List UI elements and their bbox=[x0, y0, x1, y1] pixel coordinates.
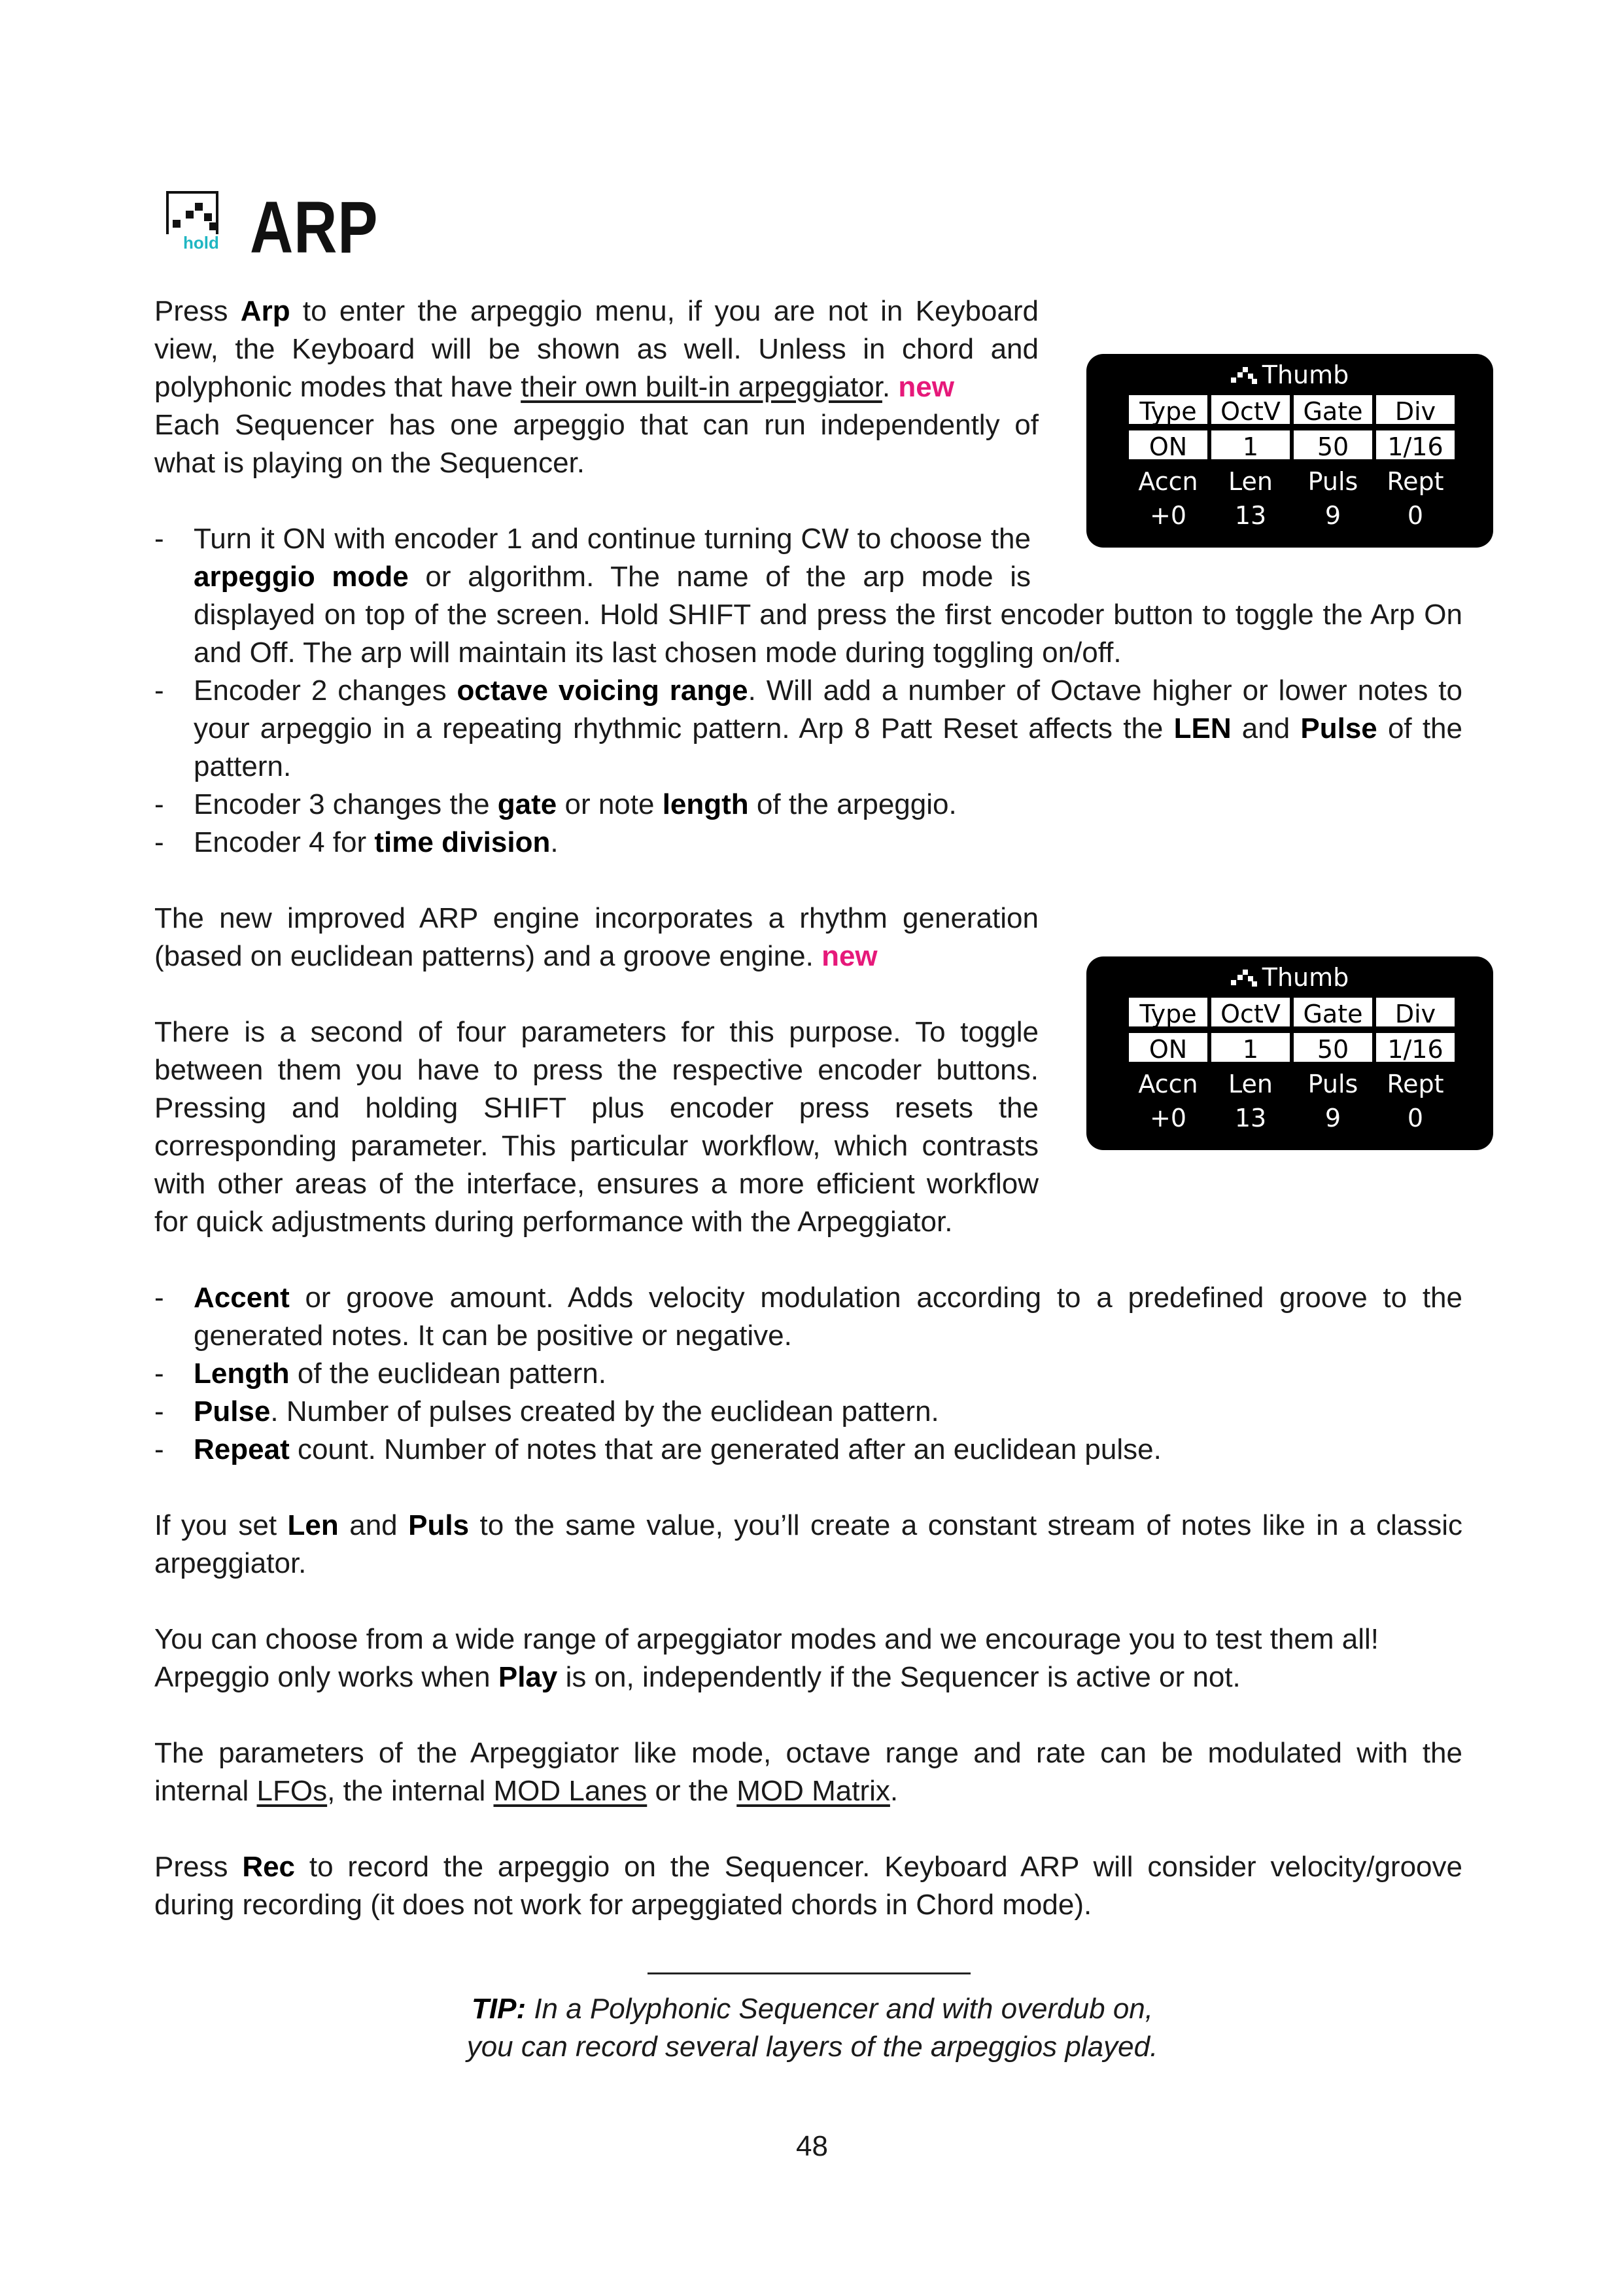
value-type: ON bbox=[1127, 1031, 1209, 1064]
arp-mode-icon bbox=[1231, 968, 1257, 985]
page-title: ARP bbox=[250, 186, 379, 268]
second-params-paragraph: There is a second of four parameters for this purpose. To toggle between them you have to press the respective encoder buttons. Pressing and holding SHIFT plus encoder press resets the corresponding parameter. This particular workflow, which contrasts with other areas of the interface, ensures a more efficient workflow for quick adjustments during performance with the Arpeggiator. bbox=[154, 1016, 1039, 1238]
label-len: Len bbox=[1228, 1070, 1273, 1098]
value-accn: +0 bbox=[1149, 501, 1187, 530]
label-puls: Puls bbox=[1307, 1070, 1358, 1098]
header-type: Type bbox=[1127, 996, 1209, 1028]
new-badge: new bbox=[821, 940, 878, 972]
tip-label: TIP: bbox=[472, 1993, 527, 2025]
value-gate: 50 bbox=[1292, 1031, 1374, 1064]
modulate-paragraph: The parameters of the Arpeggiator like mode, octave range and rate can be modulated with the internal LFOs, the internal MOD Lanes or the MOD Matrix. bbox=[154, 1737, 1462, 1807]
header-octv: OctV bbox=[1209, 996, 1292, 1028]
header-div: Div bbox=[1374, 393, 1457, 426]
value-type: ON bbox=[1127, 429, 1209, 461]
new-badge: new bbox=[898, 371, 954, 403]
label-rept: Rept bbox=[1387, 1070, 1444, 1098]
lfos-link[interactable]: LFOs bbox=[256, 1775, 328, 1807]
mod-lanes-link[interactable]: MOD Lanes bbox=[493, 1775, 648, 1807]
label-puls: Puls bbox=[1307, 467, 1358, 496]
page-number: 48 bbox=[796, 2130, 828, 2162]
builtin-arpeggiator-link[interactable]: their own built-in arpeggiator bbox=[521, 371, 882, 403]
value-puls: 9 bbox=[1324, 1104, 1341, 1132]
arp-mode-icon bbox=[1231, 366, 1257, 383]
value-len: 13 bbox=[1234, 501, 1267, 530]
engine-paragraph: The new improved ARP engine incorporates a rhythm generation (based on euclidean patterns) and a groove engine. new bbox=[154, 902, 1039, 972]
divider bbox=[648, 1972, 971, 1974]
value-len: 13 bbox=[1234, 1104, 1267, 1132]
header-type: Type bbox=[1127, 393, 1209, 426]
header-gate: Gate bbox=[1292, 996, 1374, 1028]
value-rept: 0 bbox=[1407, 1104, 1424, 1132]
value-octv: 1 bbox=[1209, 1031, 1292, 1064]
list-item-text: Turn it ON with encoder 1 and continue turning CW to choose the arpeggio mode or algorithm. The name of the arp mode is displayed on top of the screen. Hold SHIFT and press the first encoder button to toggle the Arp On and Off. The arp will maintain its last chosen mode during toggling on/off. bbox=[194, 523, 1462, 669]
tip-line-1: TIP: In a Polyphonic Sequencer and with overdub on, bbox=[472, 1993, 1153, 2025]
len-puls-paragraph: If you set Len and Puls to the same value, you’ll create a constant stream of notes like in a classic arpeggiator. bbox=[154, 1509, 1462, 1579]
arp-mode-name: Thumb bbox=[1262, 360, 1349, 389]
value-octv: 1 bbox=[1209, 429, 1292, 461]
intro-paragraph: Press Arp to enter the arpeggio menu, if you are not in Keyboard view, the Keyboard will be shown as well. Unless in chord and polyphonic modes that have their own built-in arpeggiator. new Each Sequencer has one arpeggio that can run independently of what is playing on the Sequencer. bbox=[154, 295, 1039, 479]
value-gate: 50 bbox=[1292, 429, 1374, 461]
record-paragraph: Press Rec to record the arpeggio on the Sequencer. Keyboard ARP will consider velocity/groove during recording (it does not work for arpeggiated chords in Chord mode). bbox=[154, 1851, 1463, 1921]
arp-hold-icon bbox=[166, 191, 224, 254]
mod-matrix-link[interactable]: MOD Matrix bbox=[736, 1775, 890, 1807]
label-rept: Rept bbox=[1387, 467, 1444, 496]
value-accn: +0 bbox=[1149, 1104, 1187, 1132]
value-puls: 9 bbox=[1324, 501, 1341, 530]
value-rept: 0 bbox=[1407, 501, 1424, 530]
header-div: Div bbox=[1374, 996, 1457, 1028]
oled-screen-1 bbox=[1086, 354, 1493, 548]
label-accn: Accn bbox=[1138, 467, 1198, 496]
header-octv: OctV bbox=[1209, 393, 1292, 426]
oled-screen-2 bbox=[1086, 956, 1493, 1150]
hold-label: hold bbox=[183, 233, 219, 253]
label-len: Len bbox=[1228, 467, 1273, 496]
value-div: 1/16 bbox=[1374, 1031, 1457, 1064]
value-div: 1/16 bbox=[1374, 429, 1457, 461]
choose-paragraph: You can choose from a wide range of arpeggiator modes and we encourage you to test them all! Arpeggio only works when Play is on, independently if the Sequencer is active or not. bbox=[154, 1623, 1379, 1693]
label-accn: Accn bbox=[1138, 1070, 1198, 1098]
arp-mode-name: Thumb bbox=[1262, 963, 1349, 992]
tip-line-2: you can record several layers of the arpeggios played. bbox=[466, 2031, 1158, 2063]
header-gate: Gate bbox=[1292, 393, 1374, 426]
